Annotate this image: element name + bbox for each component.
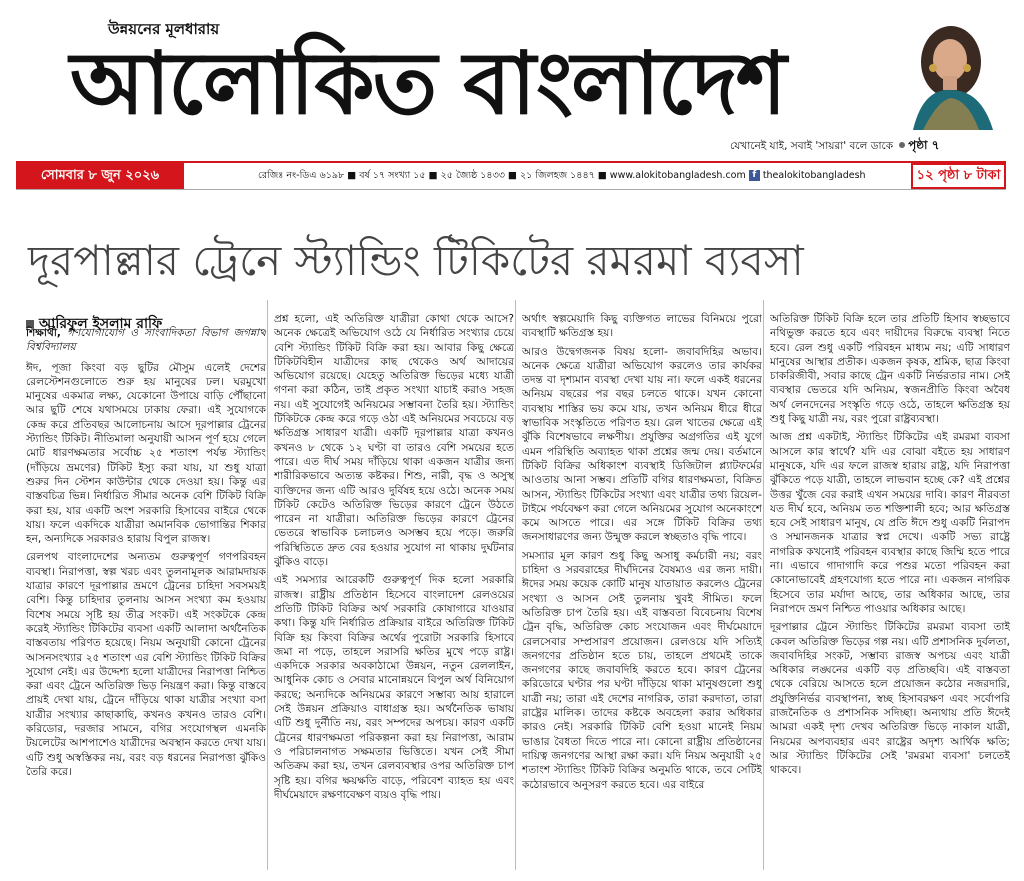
advertisement-model-image — [893, 18, 1005, 130]
article-column-2 — [274, 312, 514, 870]
paragraph: ঈদ, পূজা কিংবা বড় ছুটির মৌসুম এলেই দেশের রেলস্টেশনগুলোতে শুরু হয় মানুষের ঢল। ঘরমুখো মানুষের একমাত্র লক্ষ্য, যেকোনো উপায়ে বাড়ি পৌঁছানো আর ছুটি শেষে যথাসময়ে ঢাকায় ফেরা। এই সুযোগকে কেন্দ্র করে প্রতিবছর আলোচনায় আসে দূরপাল্লার ট্রেনের স্ট্যান্ডিং টিকিট। নীতিমালা অনুযায়ী আসন পূর্ণ হয়ে গেলে মোট ধারণক্ষমতার সর্বোচ্চ ২৫ শতাংশ পর্যন্ত স্ট্যান্ডিং (দাঁড়িয়ে ভ্রমণের) টিকিট ইস্যু করা যায়, যা শুধু যাত্রা শুরুর দিন স্টেশন কাউন্টার থেকে দেওয়া হয়। কিন্তু এর বাস্তবচিত্র ভিন্ন। নির্ধারিত সীমার অনেক বেশি টিকিট বিক্রি করা হয়, যার একটি অংশ সরকারি হিসাবের বাইরে থেকে যায়। ফলে একদিকে যাত্রীরা অমানবিক ভোগান্তির শিকার হন, অন্যদিকে সরকারও হারায় বিপুল রাজস্ব। — [26, 361, 266, 546]
paragraph: রেলপথ বাংলাদেশের অন্যতম গুরুত্বপূর্ণ গণপরিবহন ব্যবস্থা। নিরাপত্তা, স্বল্প খরচ এবং তুলনামূলক আরামদায়ক যাত্রার কারণে দূরপাল্লার ভ্রমণে ট্রেনের চাহিদা সবসময়ই বেশি। কিন্তু চাহিদার তুলনায় আসন সংখ্যা কম হওয়ায় বিশেষ সময়ে সৃষ্টি হয় তীব্র সংকট। এই সংকটকে কেন্দ্র করেই স্ট্যান্ডিং টিকিটের ব্যবসা একটি আলাদা অর্থনৈতিক বাস্তবতায় পরিণত হয়েছে। নিয়ম অনুযায়ী কোনো ট্রেনের আসনসংখ্যার ২৫ শতাংশ এর বেশি স্ট্যান্ডিং টিকিট বিক্রির সুযোগ নেই। এর উদ্দেশ্য হলো যাত্রীদের নিরাপত্তা নিশ্চিত করা এবং ট্রেনে অতিরিক্ত ভিড় নিয়ন্ত্রণ করা। কিন্তু বাস্তবে প্রায়ই দেখা যায়, ট্রেনে দাঁড়িয়ে থাকা যাত্রীর সংখ্যা বসা যাত্রীর সংখ্যার কাছাকাছি, কখনও কখনও তারও বেশি। করিডোর, দরজার সামনে, বগির সংযোগস্থল এমনকি টয়লেটের আশপাশেও যাত্রীদের অবস্থান করতে দেখা যায়। এটি শুধু অস্বস্তিকর নয়, বরং বড় ধরনের নিরাপত্তা ঝুঁকিও তৈরি করে। — [26, 551, 266, 778]
bullet-icon — [899, 142, 905, 148]
affiliation-role: শিক্ষার্থী, — [26, 327, 61, 339]
paragraph: আজ প্রশ্ন একটাই, স্ট্যান্ডিং টিকিটের এই রমরমা ব্যবসা আসলে কার স্বার্থে? যদি এর বোঝা বইতে হয় সাধারণ মানুষকে, যদি এর ফলে রাজস্ব হারায় রাষ্ট্র, যদি নিরাপত্তা ঝুঁকিতে পড়ে যাত্রী, তাহলে লাভবান হচ্ছে কে? এই প্রশ্নের উত্তর খুঁজে বের করাই এখন সময়ের দাবি। কারণ নীরবতা যত দীর্ঘ হবে, অনিয়ম তত শক্তিশালী হবে; আর ক্ষতিগ্রস্ত হবে সেই সাধারণ মানুষ, যে প্রতি ঈদে শুধু একটি নিরাপদ ও সম্মানজনক যাত্রার স্বপ্ন দেখে। একটি সভ্য রাষ্ট্রে নাগরিক কখনোই পরিবহন ব্যবস্থার কাছে জিম্মি হতে পারে না। এভাবে গাদাগাদি করে পশুর মতো পরিবহন করা কোনোভাবেই গ্রহণযোগ্য হতে পারে না। একজন নাগরিক হিসেবে তার মর্যাদা আছে, তার অধিকার আছে, তার নিরাপদে ভ্রমণ নিশ্চিত পাওয়ার অধিকার আছে। — [770, 431, 1010, 615]
paragraph: অর্থাৎ স্বল্পমেয়াদি কিছু ব্যক্তিগত লাভের বিনিময়ে পুরো ব্যবস্থাটি ক্ষতিগ্রস্ত হয়। — [522, 313, 762, 340]
issue-date: সোমবার ৮ জুন ২০২৬ — [16, 163, 184, 189]
paragraph: আরও উদ্বেগজনক বিষয় হলো- জবাবদিহির অভাব। অনেক ক্ষেত্রে যাত্রীরা অভিযোগ করলেও তার কার্যকর তদন্ত বা দৃশ্যমান ব্যবস্থা দেখা যায় না। ফলে একই ধরনের অনিয়ম বছরের পর বছর চলতে থাকে। যখন কোনো ব্যবস্থায় শাস্তির ভয় কমে যায়, তখন অনিয়ম ধীরে ধীরে স্বাভাবিক সংস্কৃতিতে পরিণত হয়। রেল খাতের ক্ষেত্রে এই ঝুঁকি বিশেষভাবে লক্ষণীয়। প্রযুক্তির অগ্রগতির এই যুগে এমন পরিস্থিতি অব্যাহত থাকা প্রশ্নের জন্ম দেয়। বর্তমানে টিকিট বিক্রির অধিকাংশ ব্যবস্থাই ডিজিটাল প্ল্যাটফর্মের আওতায় আনা সম্ভব। প্রতিটি বগির ধারণক্ষমতা, বিক্রিত আসন, স্ট্যান্ডিং টিকিটের সংখ্যা এবং যাত্রীর তথ্য রিয়েল-টাইমে পর্যবেক্ষণ করা গেলে অনিয়মের সুযোগ অনেকাংশে কমে আসতে পারে। এর সঙ্গে টিকিট বিক্রির তথ্য জনসাধারণের জন্য উন্মুক্ত করলে স্বচ্ছতাও বৃদ্ধি পাবে। — [522, 345, 762, 544]
facebook-handle: thealokitobangladesh — [762, 170, 866, 181]
page-number: পৃষ্ঠা ৭ — [908, 138, 940, 152]
price-badge: ১২ পৃষ্ঠা ৮ টাকা — [911, 163, 1006, 189]
column-divider — [763, 300, 764, 870]
article-column-1 — [26, 326, 266, 870]
column-divider — [515, 300, 516, 870]
article-column-4 — [770, 312, 1010, 870]
article-column-3 — [522, 312, 762, 870]
column-divider — [267, 300, 268, 870]
article-headline: দূরপাল্লার ট্রেনে স্ট্যান্ডিং টিকিটের রমরমা ব্যবসা — [28, 236, 804, 285]
newspaper-logo: আলোকিত বাংলাদেশ — [70, 33, 785, 134]
paragraph: দূরপাল্লার ট্রেনে স্ট্যান্ডিং টিকিটের রমরমা ব্যবসা তাই কেবল অতিরিক্ত ভিড়ের গল্প নয়। এটি প্রশাসনিক দুর্বলতা, জবাবদিহির সংকট, সম্ভাব্য রাজস্ব অপচয় এবং যাত্রী অধিকার লঙ্ঘনের একটি বড় প্রতিচ্ছবি। এই বাস্তবতা থেকে বেরিয়ে আসতে হলে প্রয়োজন কঠোর নজরদারি, প্রযুক্তিনির্ভর ব্যবস্থাপনা, স্বচ্ছ হিসাবরক্ষণ এবং সর্বোপরি রাজনৈতিক ও প্রশাসনিক সদিচ্ছা। অন্যথায় প্রতি ঈদেই আমরা একই দৃশ্য দেখব অতিরিক্ত ভিড়ে নাকাল যাত্রী, নিয়মের অপব্যবহার এবং রাষ্ট্রের অদৃশ্য আর্থিক ক্ষতি; আর স্ট্যান্ডিং টিকিটের সেই 'রমরমা ব্যবসা' চলতেই থাকবে। — [770, 621, 1010, 777]
masthead-tagline: উন্নয়নের মূলধারায় — [108, 20, 220, 38]
author-affiliation — [26, 326, 266, 355]
ad-slogan: যেখানেই যাই, সবাই 'সায়রা' বলে ডাকে — [730, 140, 894, 152]
paragraph: সমস্যার মূল কারণ শুধু কিছু অসাধু কর্মচারী নয়; বরং চাহিদা ও সরবরাহের দীর্ঘদিনের বৈষম্যও এর জন্য দায়ী। ঈদের সময় কয়েক কোটি মানুষ যাতায়াত করলেও ট্রেনের সংখ্যা ও আসন সেই তুলনায় খুবই সীমিত। ফলে অতিরিক্ত চাপ তৈরি হয়। এই বাস্তবতা বিবেচনায় বিশেষ ট্রেন বৃদ্ধি, অতিরিক্ত কোচ সংযোজন এবং দীর্ঘমেয়াদে রেলসেবার সম্প্রসারণ প্রয়োজন। রেলওয়ে যদি সত্যিই জনগণের প্রতিষ্ঠান হতে চায়, তাহলে প্রথমেই তাকে জনগণের কাছে জবাবদিহি করতে হবে। কারণ ট্রেনের করিডোরে ঘণ্টার পর ঘণ্টা দাঁড়িয়ে থাকা মানুষগুলো শুধু যাত্রী নয়; তারা এই দেশের নাগরিক, তারা করদাতা, তারা রাষ্ট্রের মালিক। তাদের কষ্টকে অবহেলা করার অধিকার কারও নেই। সরকারি টিকিট বেশি হওয়া মানেই নিয়ম ভাঙার বৈধতা দিতে পারে না। কোনো রাষ্ট্রীয় প্রতিষ্ঠানের দায়িত্ব জনগণের আস্থা রক্ষা করা। যদি নিয়ম অনুযায়ী ২৫ শতাংশ স্ট্যান্ডিং টিকিট বিক্রির অনুমতি থাকে, তবে সেটিই কঠোরভাবে অনুসরণ করতে হবে। এর বাইরে — [522, 549, 762, 791]
issue-info — [258, 169, 866, 184]
facebook-icon: f — [749, 170, 760, 181]
paragraph: অতিরিক্ত টিকিট বিক্রি হলে তার প্রতিটি হিসাব স্বচ্ছভাবে নথিভুক্ত করতে হবে এবং দায়ীদের বিরুদ্ধে ব্যবস্থা নিতে হবে। রেল শুধু একটি পরিবহন মাধ্যম নয়; এটি সাধারণ মানুষের আস্থার প্রতীক। একজন কৃষক, শ্রমিক, ছাত্র কিংবা চাকরিজীবী, সবার কাছে ট্রেন একটি নির্ভরতার নাম। সেই ব্যবস্থার ভেতরে যদি অনিয়ম, স্বজনপ্রীতি কিংবা অবৈধ অর্থ লেনদেনের সংস্কৃতি গড়ে ওঠে, তাহলে ক্ষতিগ্রস্ত হয় শুধু কিছু যাত্রী নয়, বরং পুরো রাষ্ট্রব্যবস্থা। — [770, 313, 1010, 426]
affiliation-text: গণযোগাযোগ ও সাংবাদিকতা বিভাগ জগন্নাথ বিশ্ববিদ্যালয় — [26, 327, 266, 354]
paragraph: এই সমস্যার আরেকটি গুরুত্বপূর্ণ দিক হলো সরকারি রাজস্ব। রাষ্ট্রীয় প্রতিষ্ঠান হিসেবে বাংলাদেশ রেলওয়ের প্রতিটি টিকিট বিক্রির অর্থ সরকারি কোষাগারে যাওয়ার কথা। কিন্তু যদি নির্ধারিত প্রক্রিয়ার বাইরে অতিরিক্ত টিকিট বিক্রি হয় কিংবা বিক্রির অর্থের পুরোটা সরকারি হিসাবে জমা না পড়ে, তাহলে সরাসরি ক্ষতির মুখে পড়ে রাষ্ট্র। একদিকে সরকার অবকাঠামো উন্নয়ন, নতুন রেললাইন, আধুনিক কোচ ও সেবার মানোন্নয়নে বিপুল অর্থ বিনিয়োগ করছে; অন্যদিকে অনিয়মের কারণে সম্ভাব্য আয় হারালে সেই উন্নয়ন প্রক্রিয়াও বাধাগ্রস্ত হয়। অর্থনৈতিক ভাষায় এটি শুধু দুর্নীতি নয়, বরং সম্পদের অপচয়। কারণ একটি ট্রেনের ধারণক্ষমতা পরিকল্পনা করা হয় নিরাপত্তা, আরাম ও পরিচালনাগত সক্ষমতার ভিত্তিতে। যখন সেই সীমা অতিক্রম করা হয়, তখন রেলব্যবস্থার ওপর অতিরিক্ত চাপ সৃষ্টি হয়। বগির ক্ষয়ক্ষতি বাড়ে, পরিবেশ ব্যাহত হয় এবং দীর্ঘমেয়াদে রক্ষণাবেক্ষণ ব্যয়ও বৃদ্ধি পায়। — [274, 574, 514, 801]
registration-info: রেজিঃ নং-ডিএ ৬১৯৮ ■ বর্ষ ১৭ সংখ্যা ১৫ ■ ২৫ জ্যৈষ্ঠ ১৪৩৩ ■ ২১ জিলহজ ১৪৪৭ ■ www.alokitobangladesh.com — [258, 170, 746, 181]
author-name: আরিফুল ইসলাম রাফি — [39, 316, 163, 332]
info-bar — [16, 161, 1006, 190]
ad-slogan-line — [730, 137, 940, 157]
paragraph: প্রশ্ন হলো, এই অতিরিক্ত যাত্রীরা কোথা থেকে আসে? অনেক ক্ষেত্রেই অভিযোগ ওঠে যে নির্ধারিত সংখ্যার চেয়ে বেশি স্ট্যান্ডিং টিকিট বিক্রি করা হয়। আবার কিছু ক্ষেত্রে টিকিটবিহীন যাত্রীদের কাছ থেকেও অর্থ আদায়ের অভিযোগ রয়েছে। যেহেতু অতিরিক্ত ভিড়ের মধ্যে যাত্রী গণনা করা কঠিন, তাই প্রকৃত সংখ্যা যাচাই করাও সহজ নয়। এই সুযোগেই অনিয়মের সম্ভাবনা তৈরি হয়। স্ট্যান্ডিং টিকিটকে কেন্দ্র করে গড়ে ওঠা এই অনিয়মের সবচেয়ে বড় ক্ষতিগ্রস্ত সাধারণ যাত্রী। একটি দূরপাল্লার যাত্রা কখনও কখনও ৮ থেকে ১২ ঘণ্টা বা তারও বেশি সময়ের হতে পারে। এত দীর্ঘ সময় দাঁড়িয়ে থাকা একজন যাত্রীর জন্য শারীরিকভাবে অত্যন্ত কষ্টকর। শিশু, নারী, বৃদ্ধ ও অসুস্থ ব্যক্তিদের জন্য এটি আরও দুর্বিষহ হয়ে ওঠে। অনেক সময় টিকিট কেটেও অতিরিক্ত ভিড়ের কারণে ট্রেনে উঠতে পারেন না যাত্রীরা। অতিরিক্ত ভিড়ের কারণে ট্রেনের ভেতরে স্বাভাবিক চলাচলও অসম্ভব হয়ে পড়ে। জরুরি পরিস্থিতিতে দ্রুত বের হওয়ার সুযোগ না থাকায় দুর্ঘটনার ঝুঁকিও বাড়ে। — [274, 313, 514, 569]
